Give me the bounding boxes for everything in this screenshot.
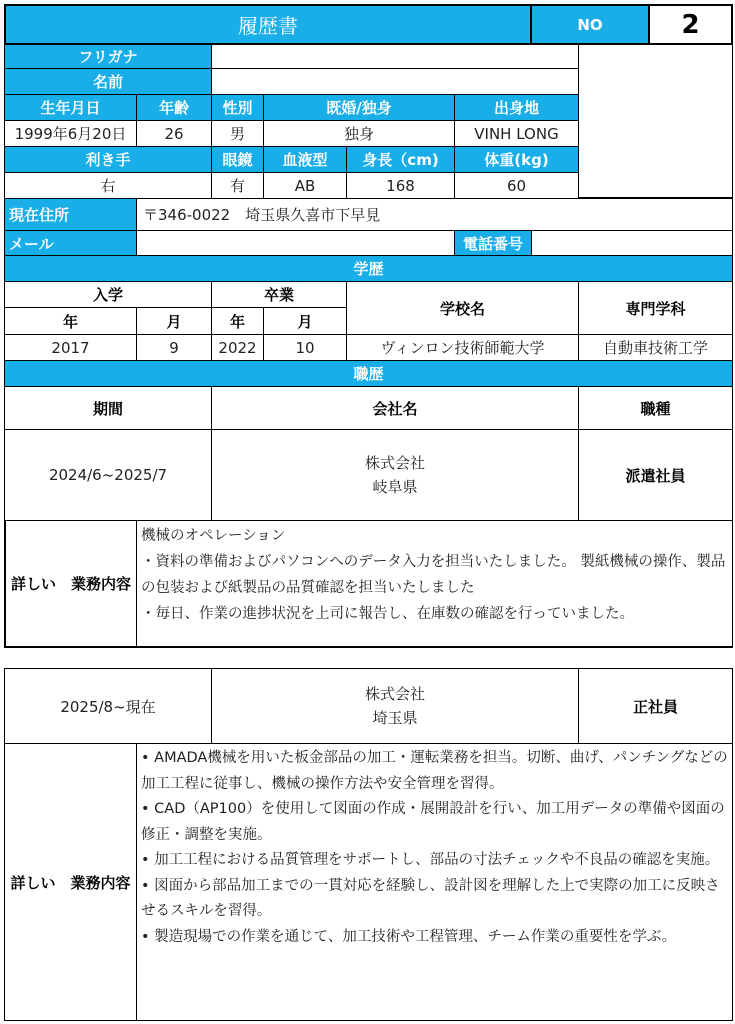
job-company-line1: 株式会社 bbox=[364, 454, 425, 472]
email-value bbox=[136, 230, 455, 256]
career-jobtype-header: 職種 bbox=[578, 386, 733, 430]
photo-area bbox=[578, 44, 733, 198]
job-period: 2024/6~2025/7 bbox=[4, 429, 212, 521]
job-company bbox=[211, 668, 579, 744]
age-label: 年齢 bbox=[136, 94, 212, 121]
career-period-header: 期間 bbox=[4, 386, 212, 430]
job-detail-line: • 製造現場での作業を通じて、加工技術や工程管理、チーム作業の重要性を学ぶ。 bbox=[141, 928, 677, 945]
sex-label: 性別 bbox=[211, 94, 264, 121]
age-value: 26 bbox=[136, 120, 212, 147]
job-detail-line: • 加工工程における品質管理をサポートし、部品の寸法チェックや不良品の確認を実施。 bbox=[141, 852, 720, 868]
job-detail-line: ・資料の準備およびパソコンへのデータ入力を担当いたしました。 製紙機械の操作、製品の包装および紙製品の品質確認を担当いたしました bbox=[141, 554, 726, 596]
job-period: 2025/8~現在 bbox=[4, 668, 212, 744]
career-section-title: 職歴 bbox=[4, 360, 733, 387]
phone-label: 電話番号 bbox=[454, 230, 532, 256]
handedness-label: 利き手 bbox=[4, 146, 212, 173]
job-type: 派遣社員 bbox=[578, 429, 733, 521]
phone-value bbox=[531, 230, 733, 256]
grad-month-header: 月 bbox=[263, 307, 347, 335]
education-graduate-header: 卒業 bbox=[211, 281, 347, 308]
job-details bbox=[136, 743, 733, 1021]
education-school-header: 学校名 bbox=[346, 281, 579, 335]
email-label: メール bbox=[4, 230, 137, 256]
job-details-label: 詳しい 業務内容 bbox=[4, 743, 137, 1021]
height-value: 168 bbox=[346, 172, 455, 199]
job-company-line2: 岐阜県 bbox=[372, 478, 418, 496]
no-label: NO bbox=[530, 4, 650, 45]
job-details bbox=[136, 520, 733, 648]
education-section-title: 学歴 bbox=[4, 255, 733, 282]
enroll-year-header: 年 bbox=[4, 307, 137, 335]
sex-value: 男 bbox=[211, 120, 264, 147]
weight-label: 体重(kg) bbox=[454, 146, 579, 173]
enroll-year-value: 2017 bbox=[4, 334, 137, 361]
job-company-line2: 埼玉県 bbox=[372, 709, 418, 727]
birthplace-label: 出身地 bbox=[454, 94, 579, 121]
job-type: 正社員 bbox=[578, 668, 733, 744]
address-label: 現在住所 bbox=[4, 198, 137, 231]
glasses-label: 眼鏡 bbox=[211, 146, 264, 173]
education-major-header: 専門学科 bbox=[578, 281, 733, 335]
job-detail-line: 機械のオペレーション bbox=[141, 528, 286, 544]
name-label: 名前 bbox=[4, 68, 212, 95]
page-title: 履歴書 bbox=[4, 4, 532, 45]
marital-value: 独身 bbox=[263, 120, 455, 147]
glasses-value: 有 bbox=[211, 172, 264, 199]
birthdate-value: 1999年6月20日 bbox=[4, 120, 137, 147]
enroll-month-value: 9 bbox=[136, 334, 212, 361]
education-enroll-header: 入学 bbox=[4, 281, 212, 308]
major-value: 自動車技術工学 bbox=[578, 334, 733, 361]
school-value: ヴィンロン技術師範大学 bbox=[346, 334, 579, 361]
blood-label: 血液型 bbox=[263, 146, 347, 173]
height-label: 身長（cm) bbox=[346, 146, 455, 173]
grad-year-value: 2022 bbox=[211, 334, 264, 361]
enroll-month-header: 月 bbox=[136, 307, 212, 335]
job-details-label: 詳しい 業務内容 bbox=[4, 520, 137, 648]
no-value: 2 bbox=[648, 4, 733, 45]
weight-value: 60 bbox=[454, 172, 579, 199]
birthplace-value: VINH LONG bbox=[454, 120, 579, 147]
job-detail-line: • 図面から部品加工までの一貫対応を経験し、設計図を理解した上で実際の加工に反映させるスキルを習得。 bbox=[141, 877, 720, 919]
job-company-line1: 株式会社 bbox=[364, 685, 425, 703]
job-company bbox=[211, 429, 579, 521]
blood-value: AB bbox=[263, 172, 347, 199]
job-detail-line: ・毎日、作業の進捗状況を上司に報告し、在庫数の確認を行っていました。 bbox=[141, 606, 634, 622]
job-detail-line: • CAD（AP100）を使用して図面の作成・展開設計を行い、加工用データの準備や図面の修正・調整を実施。 bbox=[141, 801, 725, 843]
career-company-header: 会社名 bbox=[211, 386, 579, 430]
grad-year-header: 年 bbox=[211, 307, 264, 335]
handedness-value: 右 bbox=[4, 172, 212, 199]
job-detail-line: • AMADA機械を用いた板金部品の加工・運転業務を担当。切断、曲げ、パンチングなどの加工工程に従事し、機械の操作方法や安全管理を習得。 bbox=[141, 750, 728, 792]
furigana-field bbox=[211, 44, 579, 69]
address-value: 〒346-0022 埼玉県久喜市下早見 bbox=[136, 198, 733, 231]
birthdate-label: 生年月日 bbox=[4, 94, 137, 121]
name-field bbox=[211, 68, 579, 95]
grad-month-value: 10 bbox=[263, 334, 347, 361]
furigana-label: フリガナ bbox=[4, 44, 212, 69]
marital-label: 既婚/独身 bbox=[263, 94, 455, 121]
